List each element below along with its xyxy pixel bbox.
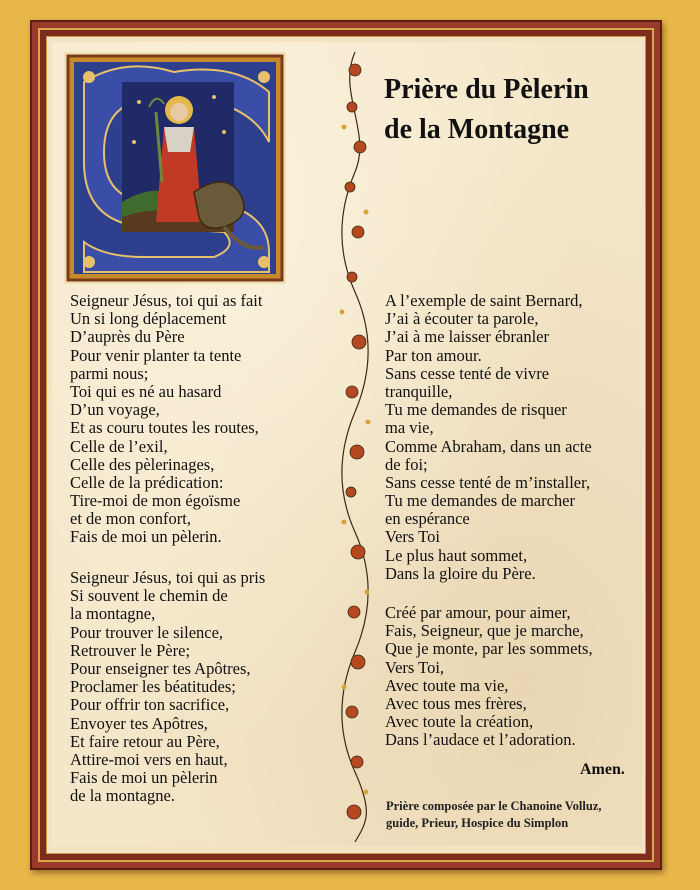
verse-line: Pour offrir ton sacrifice, (70, 695, 230, 715)
verse-line: Fais de moi un pèlerin (70, 768, 218, 788)
verse-line: Un si long déplacement (70, 309, 227, 329)
verse-line: Celle des pèlerinages, (70, 454, 215, 474)
verse-line: et de mon confort, (70, 509, 191, 529)
verse-line: Le plus haut sommet, (385, 545, 528, 565)
verse-line: la montagne, (70, 604, 156, 624)
credit-line: Prière composée par le Chanoine Volluz, (386, 799, 602, 813)
verse-line: D’auprès du Père (70, 327, 185, 347)
verse-line: Tu me demandes de marcher (385, 491, 575, 511)
verse-line: Vers Toi (385, 527, 440, 547)
illuminated-initial (64, 52, 286, 284)
amen-text: Amen. (580, 761, 625, 778)
verse-line: Pour trouver le silence, (70, 622, 224, 642)
verse-line: Tu me demandes de risquer (385, 400, 567, 420)
verse-line: J’ai à écouter ta parole, (385, 309, 539, 329)
verse-line: Tire-moi de mon égoïsme (70, 491, 241, 511)
verse-line: Celle de la prédication: (70, 472, 224, 492)
verse-line: Sans cesse tenté de vivre (385, 363, 550, 383)
verse-line: Celle de l’exil, (70, 436, 168, 456)
verse-line: Et faire retour au Père, (70, 731, 220, 751)
left-stanza-2 (70, 569, 265, 805)
verse-line: Pour venir planter ta tente (70, 345, 242, 365)
verse-line: Créé par amour, pour aimer, (385, 603, 571, 622)
verse-line: J’ai à me laisser ébranler (385, 327, 550, 347)
right-stanza-2 (385, 604, 593, 750)
title-line: de la Montagne (384, 114, 570, 145)
verse-line: Avec toute ma vie, (385, 675, 509, 695)
verse-line: Et as couru toutes les routes, (70, 418, 259, 438)
verse-line: Sans cesse tenté de m’installer, (385, 472, 591, 492)
right-stanza-1 (385, 292, 592, 583)
verse-line: Pour enseigner tes Apôtres, (70, 658, 251, 678)
verse-line: Toi qui es né au hasard (70, 381, 222, 401)
prayer-title (384, 70, 644, 150)
verse-line: Fais de moi un pèlerin. (70, 527, 222, 547)
verse-line: Seigneur Jésus, toi qui as pris (70, 568, 266, 587)
credit-line: guide, Prieur, Hospice du Simplon (386, 816, 569, 830)
verse-line: de foi; (385, 454, 428, 474)
verse-line: Vers Toi, (385, 657, 445, 677)
verse-line: A l’exemple de saint Bernard, (385, 291, 583, 310)
verse-line: Envoyer tes Apôtres, (70, 713, 208, 733)
verse-line: de la montagne. (70, 786, 175, 806)
verse-line: Avec tous mes frères, (385, 693, 527, 713)
prayer-credit (386, 798, 602, 832)
verse-line: Retrouver le Père; (70, 640, 191, 660)
verse-line: Dans la gloire du Père. (385, 563, 536, 583)
verse-line: Si souvent le chemin de (70, 586, 228, 606)
verse-line: Avec toute la création, (385, 712, 534, 732)
verse-line: ma vie, (385, 418, 434, 438)
verse-line: Attire-moi vers en haut, (70, 749, 228, 769)
verse-line: Que je monte, par les sommets, (385, 639, 593, 659)
verse-line: Seigneur Jésus, toi qui as fait (70, 291, 263, 310)
verse-line: en espérance (385, 509, 470, 529)
verse-line: D’un voyage, (70, 400, 160, 420)
verse-line: Par ton amour. (385, 345, 482, 365)
verse-line: Dans l’audace et l’adoration. (385, 730, 576, 750)
title-line: Prière du Pèlerin (384, 74, 589, 105)
verse-line: tranquille, (385, 381, 453, 401)
verse-line: Proclamer les béatitudes; (70, 677, 236, 697)
floral-vine-ornament (332, 52, 378, 842)
left-stanza-1 (70, 292, 262, 547)
verse-line: Fais, Seigneur, que je marche, (385, 621, 584, 641)
verse-line: Comme Abraham, dans un acte (385, 436, 592, 456)
verse-line: parmi nous; (70, 363, 149, 383)
